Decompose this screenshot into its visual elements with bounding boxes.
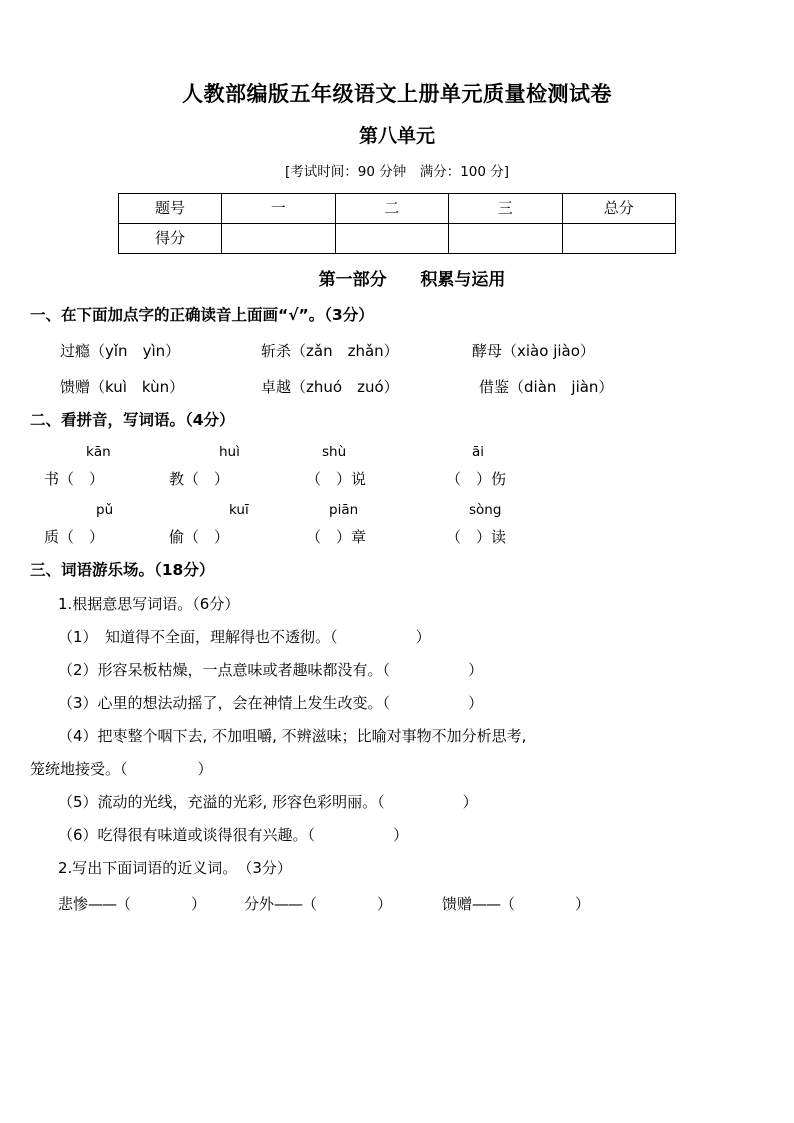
definition-item-4 [30,712,760,745]
definition-item-4-continuation [30,745,760,778]
question-1-row-1 [30,324,760,360]
word-text: 卓越 [261,378,292,397]
word-text: 酵母 [472,342,503,361]
choice-text[interactable]: （zǎn zhǎn） [291,342,399,361]
score-cell-1[interactable] [222,224,336,254]
answer-blank[interactable]: （ ）读 [446,528,507,547]
question-2-pinyin-row-1 [30,430,760,460]
pinyin-label: pǔ [96,501,114,518]
synonym-pair [244,895,442,913]
score-cell-total[interactable] [562,224,676,254]
part-one-label: 第一部分 [318,270,387,291]
answer-blank[interactable]: 质（ ） [44,528,105,547]
exam-meta-line: [考试时间：90 分钟 满分：100 分] [284,163,510,180]
score-table [118,193,676,254]
item-text: 知道得不全面，理解得也不透彻。（ [90,627,338,646]
score-table-row-label-score: 得分 [119,224,222,254]
word-text: 斩杀 [261,342,292,361]
definition-item-6 [30,811,760,844]
answer-blank[interactable]: 书（ ） [44,469,105,488]
answer-blank[interactable]: （ ）章 [306,528,367,547]
pinyin-choice-item [472,342,595,360]
item-text: 形容呆板枯燥，一点意味或者趣味都没有。（ [97,660,391,679]
score-table-col-2: 二 [335,194,449,224]
score-cell-3[interactable] [449,224,563,254]
question-2-pinyin-row-2 [30,488,760,518]
answer-blank[interactable]: （ ）说 [306,469,367,488]
answer-blank[interactable]: 教（ ） [169,469,230,488]
answer-blank[interactable]: （ ） [500,894,591,913]
question-3-heading: 三、词语游乐场。（18分） [30,561,215,580]
choice-text[interactable]: （kuì kùn） [90,378,185,397]
word-text: 过瘾 [60,342,91,361]
pinyin-label: kān [86,443,111,460]
item-number: （1） [58,627,91,646]
pinyin-label: huì [219,443,240,460]
item-text: 吃得很有味道或谈得很有兴趣。（ [97,825,316,844]
item-close-paren: ） [415,627,431,646]
pinyin-label: āi [472,443,485,460]
synonym-pair [58,895,244,913]
page-title: 人教部编版五年级语文上册单元质量检测试卷 [182,82,612,106]
synonym-row [30,877,760,913]
pinyin-choice-item [60,378,261,396]
unit-title: 第八单元 [358,125,435,148]
word-text: 馈赠 [60,378,91,397]
pinyin-label: shù [322,443,347,460]
question-2-heading: 二、看拼音，写词语。（4分） [30,411,235,430]
pinyin-choice-item [60,342,261,360]
part-one-name: 积累与运用 [420,270,506,291]
score-table-col-3: 三 [449,194,563,224]
score-cell-2[interactable] [335,224,449,254]
synonym-word: 分外 [244,894,275,913]
answer-blank[interactable]: （ ） [302,894,393,913]
question-2-answer-row-2 [30,518,760,546]
item-text: 把枣整个咽下去, 不加咀嚼, 不辨滋味；比喻对事物不加分析思考, [97,726,527,745]
synonym-dash: —— [472,894,501,913]
pinyin-choice-item [261,342,472,360]
score-table-wrapper [0,180,794,254]
synonym-pair [442,895,590,913]
pinyin-choice-item [261,378,479,396]
answer-blank[interactable]: 偷（ ） [169,528,230,547]
pinyin-label: kuī [229,501,249,518]
score-table-row-label-question: 题号 [119,194,222,224]
item-close-paren: ） [468,693,484,712]
question-1-heading: 一、在下面加点字的正确读音上面画“√”。（3分） [30,305,374,324]
item-close-paren: ） [462,792,478,811]
choice-text[interactable]: （yǐn yìn） [90,342,181,361]
table-row [119,224,676,254]
part-one-heading [0,254,794,290]
item-number: （5） [58,792,98,811]
choice-text[interactable]: （zhuó zuó） [291,378,399,397]
exam-content [0,291,794,913]
item-number: （3） [58,693,98,712]
item-close-paren: ） [468,660,484,679]
synonym-dash: —— [88,894,117,913]
answer-blank[interactable]: （ ） [116,894,207,913]
synonym-dash: —— [274,894,303,913]
question-2-answer-row-1 [30,460,760,488]
answer-blank[interactable]: （ ）伤 [446,469,507,488]
definition-item-1 [30,613,760,646]
synonym-word: 悲惨 [58,894,89,913]
item-text: 流动的光线，充溢的光彩, 形容色彩明丽。（ [97,792,385,811]
item-number: （6） [58,825,98,844]
table-row [119,194,676,224]
choice-text[interactable]: （xiào jiào） [502,342,595,361]
definition-item-2 [30,646,760,679]
pinyin-choice-item [479,378,613,396]
definition-item-3 [30,679,760,712]
question-1-row-2 [30,360,760,396]
item-number: （4） [58,726,98,745]
pinyin-label: sòng [469,501,502,518]
choice-text[interactable]: （diàn jiàn） [509,378,614,397]
question-3-sub-2-heading: 2.写出下面词语的近义词。 （3分） [58,858,292,877]
score-table-col-1: 一 [222,194,336,224]
word-text: 借鉴 [479,378,510,397]
definition-item-5 [30,778,760,811]
item-text: 心里的想法动摇了，会在神情上发生改变。（ [97,693,391,712]
item-close-paren: ） [393,825,409,844]
item-text: 笼统地接受。（ [30,759,128,778]
item-close-paren: ） [197,759,213,778]
question-3-sub-1-heading: 1.根据意思写词语。（6分） [58,594,240,613]
synonym-word: 馈赠 [442,894,473,913]
pinyin-label: piān [329,501,359,518]
item-number: （2） [58,660,98,679]
score-table-col-total: 总分 [562,194,676,224]
